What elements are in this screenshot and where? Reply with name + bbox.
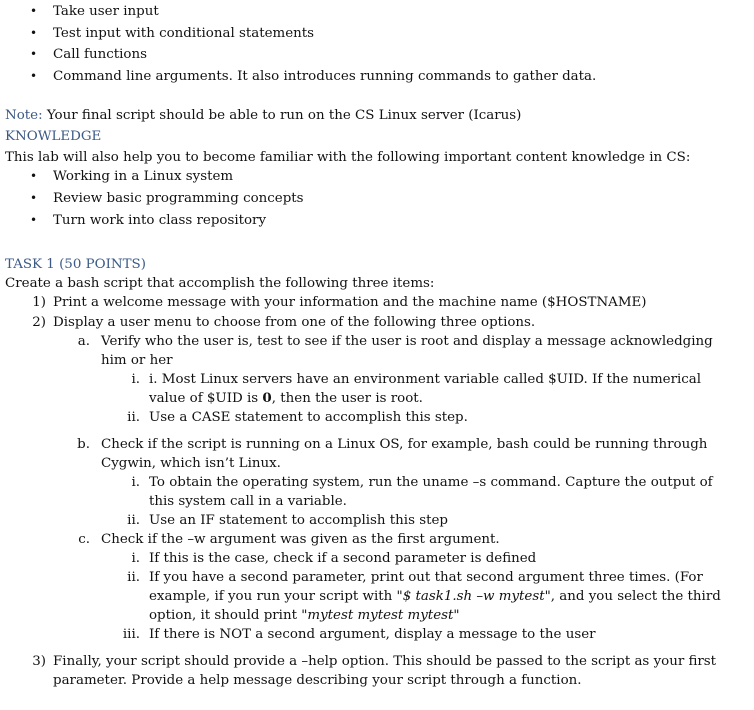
bullet-icon: • — [30, 26, 38, 40]
sub-c-ii-line1: If you have a second parameter, print out that second argument three times. (For — [149, 570, 703, 585]
sub-a-label: a. — [77, 334, 90, 349]
sub-a-ii-label: ii. — [127, 410, 140, 425]
sub-c-ii-line3 — [149, 606, 460, 625]
sub-b-line1: Check if the script is running on a Linux OS, for example, bash could be running through — [101, 437, 708, 452]
sub-a-i-line2-post: , then the user is root. — [271, 391, 423, 406]
sub-b-line2: Cygwin, which isn’t Linux. — [101, 456, 281, 471]
item1-number: 1) — [32, 295, 46, 310]
sub-b-ii-label: ii. — [127, 513, 140, 528]
sub-c-ii-line3-post: " — [453, 608, 460, 623]
item1-text: Print a welcome message with your information and the machine name ($HOSTNAME) — [53, 295, 647, 310]
sub-c-label: c. — [78, 532, 90, 547]
sub-b-ii-text: Use an IF statement to accomplish this step — [149, 513, 448, 528]
sub-a-i-label: i. — [131, 372, 140, 387]
sub-c-ii-label: ii. — [127, 570, 140, 585]
sub-b-i-line1: To obtain the operating system, run the uname –s command. Capture the output of — [149, 475, 713, 490]
uid-zero: 0 — [262, 390, 272, 406]
task1-intro: Create a bash script that accomplish the following three items: — [5, 276, 435, 291]
note-label: Note: — [5, 108, 43, 123]
intro-bullet-2: Test input with conditional statements — [53, 26, 315, 41]
intro-bullet-1: Take user input — [53, 4, 159, 19]
item3-number: 3) — [32, 654, 46, 669]
sub-c-ii-line2 — [149, 587, 721, 606]
sub-c-iii-text: If there is NOT a second argument, display a message to the user — [149, 627, 596, 642]
sub-a-line1: Verify who the user is, test to see if the user is root and display a message acknowledging — [101, 334, 713, 349]
sub-b-label: b. — [77, 437, 90, 452]
note-text: Your final script should be able to run on the CS Linux server (Icarus) — [46, 108, 522, 123]
knowledge-bullet-2: Review basic programming concepts — [53, 191, 304, 206]
bullet-icon: • — [30, 213, 38, 227]
intro-bullet-4: Command line arguments. It also introduces running commands to gather data. — [53, 69, 597, 84]
sub-c-ii-line2-pre: example, if you run your script with " — [149, 589, 403, 604]
bullet-icon: • — [30, 47, 38, 61]
item3-line2: parameter. Provide a help message describing your script through a function. — [53, 673, 582, 688]
example-command: $ task1.sh –w mytest — [402, 589, 545, 604]
bullet-icon: • — [30, 169, 38, 183]
bullet-icon: • — [30, 191, 38, 205]
item3-line1: Finally, your script should provide a –help option. This should be passed to the script as your first — [53, 654, 717, 669]
sub-c-i-label: i. — [131, 551, 140, 566]
knowledge-intro: This lab will also help you to become familiar with the following important content knowledge in CS: — [5, 150, 691, 165]
sub-a-i-line2-pre: value of $UID is — [149, 391, 263, 406]
bullet-icon: • — [30, 4, 38, 18]
sub-a-i-line2 — [149, 389, 423, 408]
sub-a-ii-text: Use a CASE statement to accomplish this step. — [149, 410, 468, 425]
example-output: mytest mytest mytest — [307, 608, 454, 623]
sub-c-ii-line2-post: ", and you select the third — [544, 589, 721, 604]
sub-c-line1: Check if the –w argument was given as the first argument. — [101, 532, 500, 547]
sub-c-iii-label: iii. — [122, 627, 140, 642]
sub-b-i-line2: this system call in a variable. — [149, 494, 347, 509]
item2-text: Display a user menu to choose from one of the following three options. — [53, 315, 536, 330]
task1-heading: TASK 1 (50 POINTS) — [5, 257, 146, 272]
bullet-icon: • — [30, 69, 38, 83]
sub-a-i-line1: i. Most Linux servers have an environment variable called $UID. If the numerical — [149, 372, 702, 387]
intro-bullet-3: Call functions — [53, 47, 147, 62]
knowledge-bullet-1: Working in a Linux system — [53, 169, 234, 184]
sub-c-ii-line3-pre: option, it should print " — [149, 608, 308, 623]
knowledge-heading: KNOWLEDGE — [5, 129, 102, 144]
knowledge-bullet-3: Turn work into class repository — [53, 213, 267, 228]
sub-a-line2: him or her — [101, 353, 173, 368]
note-line — [5, 106, 521, 125]
item2-number: 2) — [32, 315, 46, 330]
sub-b-i-label: i. — [131, 475, 140, 490]
sub-c-i-text: If this is the case, check if a second parameter is defined — [149, 551, 537, 566]
